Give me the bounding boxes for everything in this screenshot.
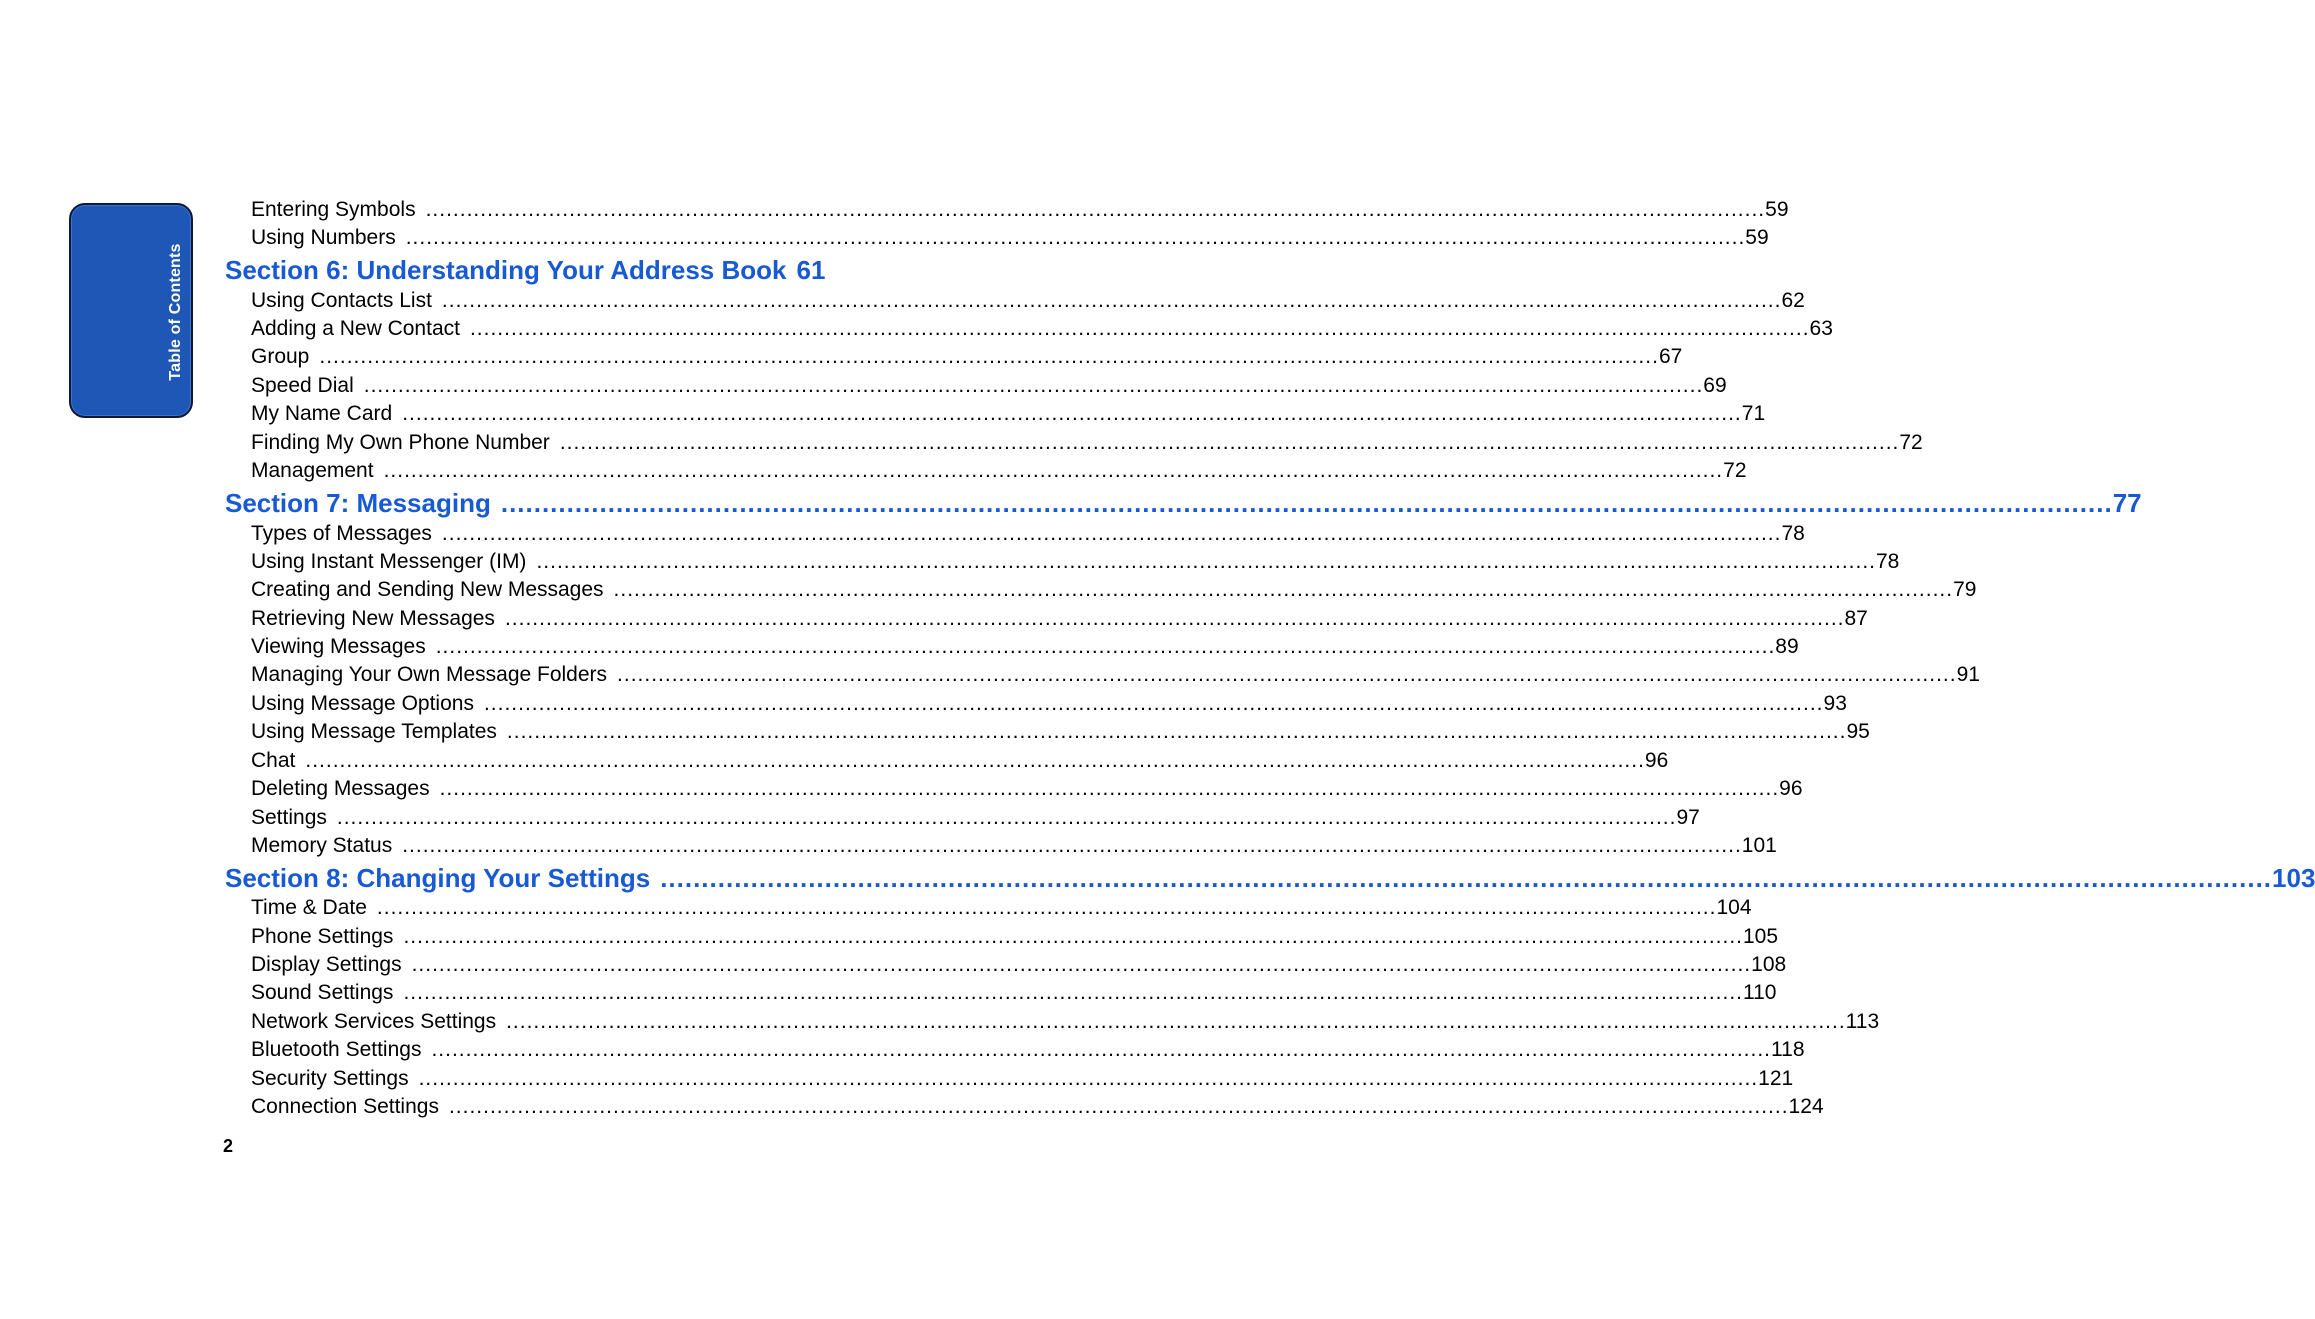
toc-entry[interactable] [251, 457, 1747, 485]
toc-dot-leader [384, 457, 1724, 485]
toc-page-number: 78 [1876, 550, 1900, 573]
toc-title: Phone Settings [251, 925, 394, 948]
toc-entry[interactable] [251, 633, 1799, 661]
toc-title: Settings [251, 806, 327, 829]
toc-dot-leader [337, 804, 1677, 832]
toc-entry[interactable] [251, 224, 1769, 252]
toc-entry[interactable] [251, 1093, 1824, 1121]
toc-title: Display Settings [251, 953, 402, 976]
toc-entry[interactable] [251, 196, 1789, 224]
toc-section-heading[interactable] [225, 861, 2315, 895]
toc-title: My Name Card [251, 402, 393, 425]
toc-title: Sound Settings [251, 981, 394, 1004]
toc-page-number: 95 [1846, 720, 1870, 743]
toc-title: Using Message Options [251, 692, 474, 715]
toc-page-number: 59 [1745, 226, 1769, 249]
toc-title: Managing Your Own Message Folders [251, 663, 608, 686]
toc-entry[interactable] [251, 804, 1700, 832]
toc-section-heading[interactable] [225, 253, 826, 287]
toc-dot-leader [412, 951, 1752, 979]
toc-page-number: 96 [1779, 777, 1803, 800]
toc-page-number: 59 [1765, 198, 1789, 221]
toc-page-number: 89 [1775, 635, 1799, 658]
toc-title: Time & Date [251, 896, 367, 919]
toc-dot-leader [617, 661, 1957, 689]
toc-title: Using Contacts List [251, 289, 432, 312]
toc-title: Retrieving New Messages [251, 607, 495, 630]
toc-entry[interactable] [251, 661, 1980, 689]
toc-title: Group [251, 345, 310, 368]
toc-dot-leader [536, 548, 1876, 576]
toc-dot-leader [403, 979, 1743, 1007]
toc-dot-leader [440, 775, 1780, 803]
toc-dot-leader [560, 429, 1900, 457]
toc-entry[interactable] [251, 979, 1777, 1007]
toc-page-number: 72 [1723, 459, 1747, 482]
toc-title: Section 8: Changing Your Settings [225, 863, 651, 893]
toc-entry[interactable] [251, 747, 1669, 775]
toc-page-number: 67 [1658, 345, 1683, 368]
toc-entry[interactable] [251, 718, 1870, 746]
toc-page-number: 62 [1781, 289, 1805, 312]
toc-page-number: 78 [1781, 522, 1805, 545]
toc-dot-leader [319, 343, 1659, 371]
toc-title: Connection Settings [251, 1095, 439, 1118]
toc-dot-leader [426, 196, 1766, 224]
toc-dot-leader [419, 1065, 1759, 1093]
toc-dot-leader [449, 1093, 1789, 1121]
toc-title: Bluetooth Settings [251, 1038, 422, 1061]
toc-page-number: 91 [1956, 663, 1980, 686]
toc-entry[interactable] [251, 775, 1803, 803]
toc-page-number: 105 [1743, 925, 1779, 948]
toc-page-number: 118 [1771, 1038, 1805, 1061]
toc-page-number: 61 [796, 255, 826, 285]
toc-dot-leader [364, 372, 1704, 400]
toc-entry[interactable] [251, 951, 1787, 979]
toc-page-number: 121 [1758, 1067, 1794, 1090]
toc-dot-leader [501, 486, 2113, 520]
toc-title: Chat [251, 749, 296, 772]
toc-title: Types of Messages [251, 522, 432, 545]
toc-dot-leader [431, 1036, 1771, 1064]
toc-page-number: 124 [1788, 1095, 1824, 1118]
toc-title: Management [251, 459, 374, 482]
toc-title: Adding a New Contact [251, 317, 460, 340]
toc-dot-leader [436, 633, 1776, 661]
toc-page-number: 108 [1751, 953, 1787, 976]
toc-dot-leader [403, 923, 1743, 951]
toc-dot-leader [505, 605, 1845, 633]
toc-title: Entering Symbols [251, 198, 416, 221]
toc-page-number: 113 [1845, 1010, 1880, 1033]
toc-title: Section 6: Understanding Your Address Book [225, 255, 787, 285]
toc-entry[interactable] [251, 894, 1752, 922]
toc-dot-leader [377, 894, 1717, 922]
toc-dot-leader [507, 718, 1847, 746]
toc-title: Creating and Sending New Messages [251, 578, 604, 601]
toc-page-number: 79 [1953, 578, 1977, 601]
toc-dot-leader [660, 861, 2272, 895]
toc-entry[interactable] [251, 400, 1766, 428]
toc-entry[interactable] [251, 315, 1833, 343]
toc-dot-leader [484, 690, 1824, 718]
toc-dot-leader [506, 1008, 1846, 1036]
toc-title: Finding My Own Phone Number [251, 431, 550, 454]
toc-page-number: 69 [1703, 374, 1727, 397]
toc-title: Using Numbers [251, 226, 396, 249]
toc-title: Speed Dial [251, 374, 354, 397]
toc-entry[interactable] [251, 923, 1779, 951]
toc-title: Using Message Templates [251, 720, 497, 743]
toc-entry[interactable] [251, 343, 1683, 371]
toc-page-number: 96 [1644, 749, 1669, 772]
toc-dot-leader [442, 520, 1782, 548]
toc-page-number: 71 [1741, 402, 1766, 425]
toc-entry[interactable] [251, 1008, 1880, 1036]
side-tab-label: Table of Contents [167, 243, 184, 381]
toc-dot-leader [470, 315, 1810, 343]
toc-title: Viewing Messages [251, 635, 426, 658]
toc-entry[interactable] [251, 690, 1847, 718]
toc-title: Security Settings [251, 1067, 409, 1090]
toc-entry[interactable] [251, 372, 1727, 400]
toc-dot-leader [406, 224, 1746, 252]
toc-title: Using Instant Messenger (IM) [251, 550, 527, 573]
toc-entry[interactable] [251, 605, 1868, 633]
toc-entry[interactable] [251, 1036, 1805, 1064]
toc-page-number: 101 [1741, 834, 1777, 857]
toc-page-number: 104 [1716, 896, 1752, 919]
toc-entry[interactable] [251, 832, 1777, 860]
toc-dot-leader [442, 287, 1782, 315]
toc-page-number: 103 [2272, 863, 2315, 893]
toc-page-number: 72 [1899, 431, 1923, 454]
toc-page-number: 93 [1823, 692, 1847, 715]
toc-entry[interactable] [251, 548, 1900, 576]
toc-page-number: 97 [1676, 806, 1700, 829]
toc-title: Memory Status [251, 834, 393, 857]
toc-page-number: 63 [1809, 317, 1833, 340]
toc-entry[interactable] [251, 576, 1977, 604]
toc-dot-leader [402, 832, 1742, 860]
toc-dot-leader [614, 576, 1954, 604]
page-number: 2 [223, 1136, 234, 1156]
toc-entry[interactable] [251, 287, 1805, 315]
toc-page-number: 77 [2112, 488, 2142, 518]
toc-page-number: 110 [1743, 981, 1777, 1004]
toc-entry[interactable] [251, 429, 1923, 457]
toc-section-heading[interactable] [225, 486, 2142, 520]
toc-entry[interactable] [251, 520, 1805, 548]
toc-page-number: 87 [1844, 607, 1868, 630]
toc-title: Deleting Messages [251, 777, 430, 800]
toc-dot-leader [402, 400, 1742, 428]
toc-title: Network Services Settings [251, 1010, 497, 1033]
toc-dot-leader [305, 747, 1645, 775]
toc-entry[interactable] [251, 1065, 1794, 1093]
toc-title: Section 7: Messaging [225, 488, 491, 518]
